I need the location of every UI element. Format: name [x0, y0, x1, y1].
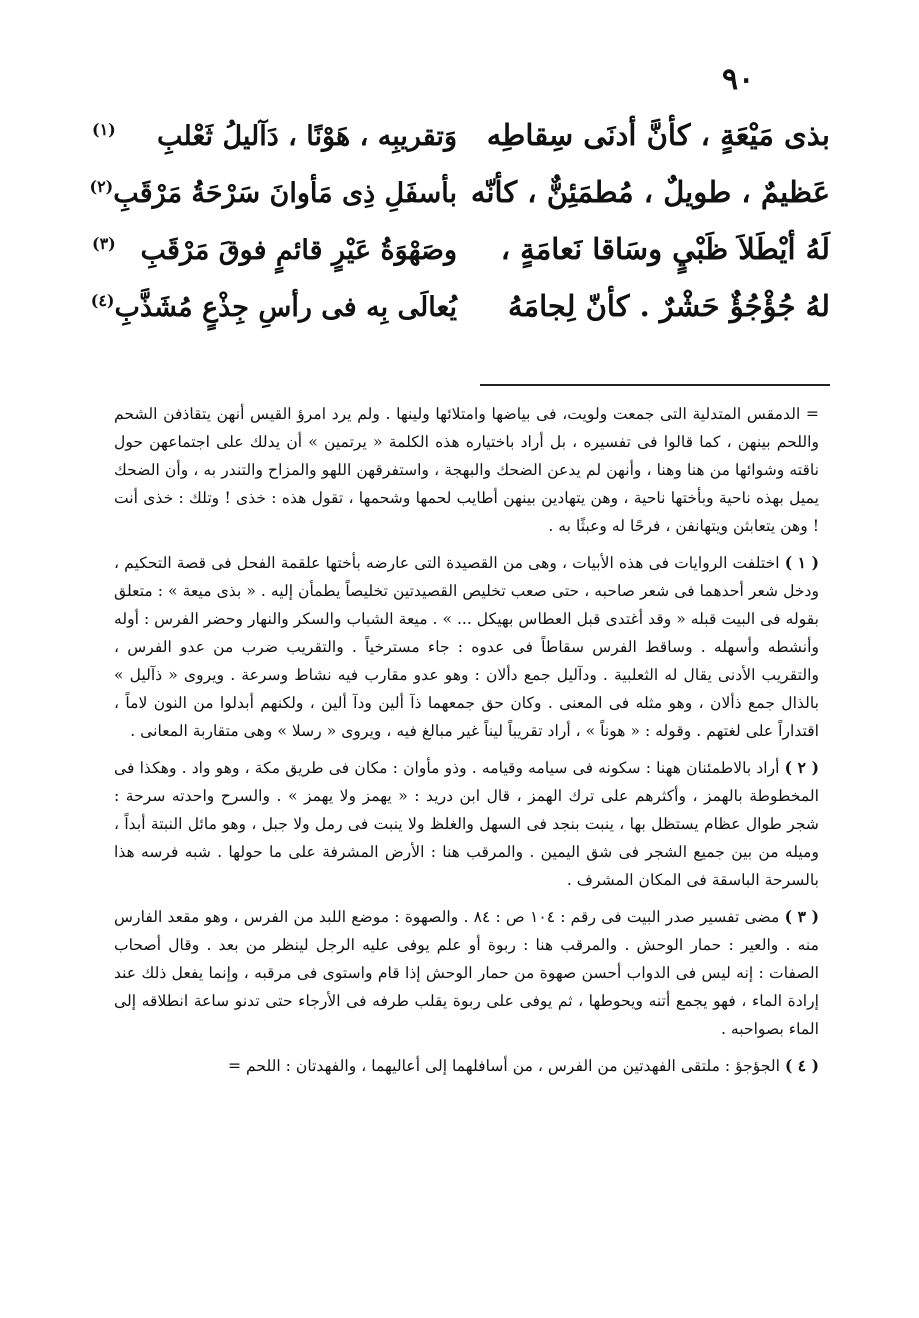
verse-4-first-hemistich: لهُ جُؤْجُؤٌ حَشْرٌ . كأنّ لِجامَهُ	[508, 289, 830, 323]
verse-2-second-hemistich-wrap	[89, 177, 457, 209]
page-number: ٩٠	[722, 62, 755, 97]
verse-4-second-hemistich-wrap	[92, 292, 457, 323]
footnote-2-text: أراد بالاطمئنان ههنا : سكونه فى سيامه وقيامه . وذو مأوان : مكان فى طريق مكة ، وهو واد . وهكذا فى المخطوطة بالهمز ، وأكثرهم على ترك الهمز ، قال ابن دريد : « يهمز ولا يهمز » . والسرح واحدته سرحة : شجر طوال عظام يستظل بها ، ينبت بنجد فى السهل والغلظ ولا ينبت فى رمل ولا جبل ، وهو مائل النبتة أبداً ، وميله من بين جميع الشجر فى شق اليمين . والمرقب هنا : الأرض المشرفة على ما حولها . شبه فرسه هذا بالسرحة الباسقة فى المكان المشرف .	[114, 759, 819, 889]
verse-1-second-hemistich-wrap	[92, 121, 457, 152]
footnote-4-label: ( ٤ )	[784, 1056, 819, 1075]
poem-verses	[89, 118, 830, 346]
verse-1-footnote-ref: (١)	[92, 120, 116, 139]
verse-3-footnote-ref: (٣)	[92, 234, 116, 253]
verse-2-second-hemistich: بأسفَلِ ذِى مَأوانَ سَرْحَةُ مَرْقَبِ	[113, 178, 457, 209]
footnote-1-label: ( ١ )	[784, 553, 819, 572]
footnote-1-text: اختلفت الروايات فى هذه الأبيات ، وهى من القصيدة التى عارضه بأختها علقمة الفحل فى قصة التحكيم ، ودخل شعر أحدهما فى شعر صاحبه ، حتى صعب تخليص القصيدتين تخليصاً يطمأن إليه . « بذى ميعة » : متعلق بقوله فى البيت قبله « وقد أغتدى قبل العطاس بهيكل ... » . ميعة الشباب والسكر والنهار وحضر الفرس : أوله وأنشطه وأسهله . وساقط الفرس سقاطاً فى عدوه : جاء مسترخياً . والتقريب ضرب من عدو الفرس ، والتقريب الأدنى يقال له الثعلبية . ودآليل جمع دألان : وهو عدو مقارب فيه نشاط وسرعة . ويروى « ذآليل » بالذال جمع ذألان ، وهو مثله فى المعنى . وكان حق جمعهما ذآ ألين ودآ ألين ، ولكنهم أبدلوا من النون لاماً ، اقتداراً على لغتهم . وقوله : « هوناً » ، أراد تقريباً ليناً غير مبالغ فيه ، ويروى « رسلا » وهى متقاربة المعانى .	[114, 554, 819, 740]
verse-1-first-hemistich: بذى مَيْعَةٍ ، كأنَّ أدنَى سِقاطِه	[486, 118, 830, 152]
footnote-continued: = الدمقس المتدلية التى جمعت ولويت، فى بياضها وامتلائها ولينها . ولم يرد امرؤ القيس أنهن يتقاذفن الشحم واللحم بينهن ، كما قالوا فى تفسيره ، بل أراد باختياره هذه الكلمة « يرتمين » أن يدلك على اجتماعهن حول ناقته وشوائها من هنا وهنا ، وأنهن لم يدعن الضحك والبهجة ، واستفرقهن اللهو والمزاح والتندر به ، وأن الضحك يميل بهذه ناحية وبأختها ناحية ، وهن يتهادين بينهن أطايب لحمها وشحمها ، تقول هذه : خذى ! وتلك : خذى أنت ! وهن يتعابثن ويتهانفن ، فرحًا له وعبثًا به .	[114, 405, 819, 535]
verse-1	[92, 118, 830, 175]
footnotes	[114, 400, 819, 1089]
verse-2	[89, 175, 830, 232]
footnote-4	[114, 1052, 819, 1080]
verse-2-footnote-ref: (٢)	[89, 177, 114, 196]
verse-4	[92, 289, 830, 346]
footnote-3	[114, 903, 819, 1043]
verse-4-second-hemistich: يُعالَى بِه فى رأسِ جِذْعٍ مُشَذَّبِ	[114, 292, 457, 323]
footnote-4-text: الجؤجؤ : ملتقى الفهدتين من الفرس ، من أسافلهما إلى أعاليهما ، والفهدتان : اللحم =	[227, 1057, 781, 1075]
footnote-2-label: ( ٢ )	[784, 758, 820, 777]
footnote-1	[114, 549, 819, 745]
verse-3-first-hemistich: لَهُ أيْطَلاَ ظَبْيٍ وسَاقا نَعامَةٍ ،	[500, 232, 830, 266]
verse-3-second-hemistich-wrap	[92, 235, 457, 266]
verse-3-second-hemistich: وصَهْوَةُ عَيْرٍ قائمٍ فوقَ مَرْقَبِ	[140, 235, 457, 266]
footnote-2	[114, 754, 819, 894]
footnote-separator	[480, 384, 830, 386]
verse-2-first-hemistich: عَظيمٌ ، طويلٌ ، مُطمَئِنٌّ ، كأنّه	[470, 175, 830, 209]
verse-3	[92, 232, 830, 289]
verse-4-footnote-ref: (٤)	[90, 291, 115, 310]
footnote-3-text: مضى تفسير صدر البيت فى رقم : ١٠٤ ص : ٨٤ . والصهوة : موضع اللبد من الفرس ، وهو مقعد الفارس منه . والعير : حمار الوحش . والمرقب هنا : ربوة أو علم يوفى عليه الرجل لينظر من بعد . وقال أصحاب الصفات : إنه ليس فى الدواب أحسن صهوة من حمار الوحش إذا قام واستوى فى مرقبه ، وإنما يفعل ذلك عند إرادة الماء ، فهو يجمع أتنه ويحوطها ، ثم يوفى على ربوة يقلب طرفه فى الأرجاء حتى تدنو ساعة انطلاقه إلى الماء بصواحبه .	[114, 908, 819, 1038]
footnote-3-label: ( ٣ )	[784, 907, 819, 926]
verse-1-second-hemistich: وَتقريبِه ، هَوْنًا ، دَآليلُ ثَعْلبِ	[157, 121, 457, 152]
